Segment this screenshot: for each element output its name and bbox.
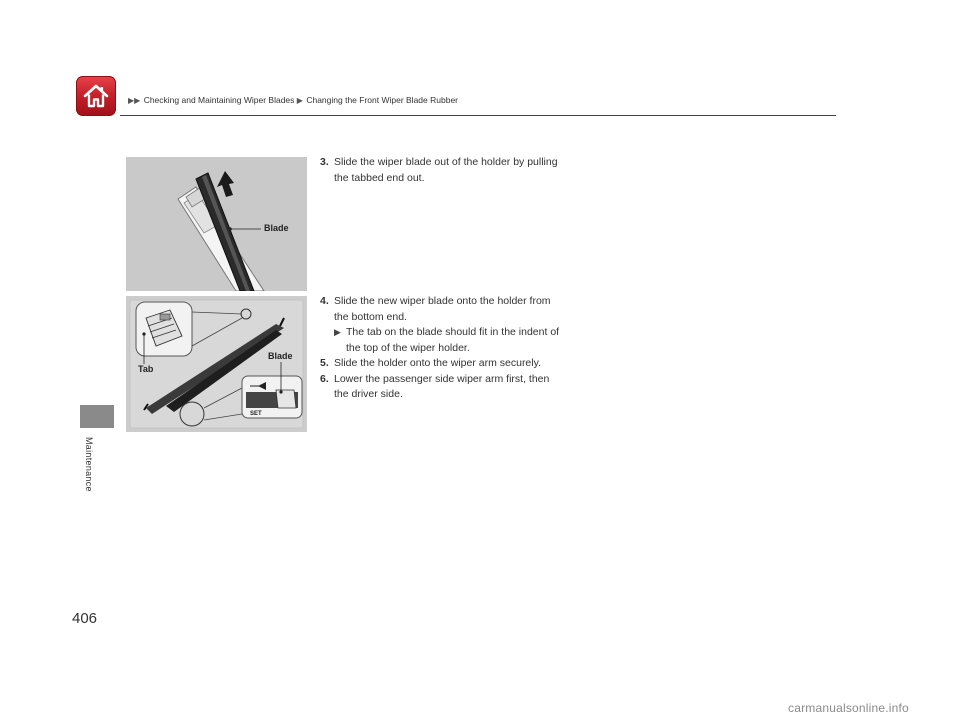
double-arrow-icon: ▶▶ [128, 96, 141, 105]
blade-label: Blade [268, 351, 293, 361]
note-text: The tab on the blade should fit in the indent of the top of the wiper holder. [346, 326, 560, 354]
step-list-upper [320, 155, 560, 186]
section-tab [80, 405, 114, 428]
figure-blade-install [126, 296, 307, 432]
page-number: 406 [72, 610, 98, 627]
blade-label: Blade [264, 223, 289, 233]
step-text: Slide the new wiper blade onto the holder from the bottom end. [334, 295, 551, 323]
header-divider [120, 115, 836, 116]
breadcrumb [128, 95, 458, 105]
triangle-right-icon: ▶ [334, 327, 341, 337]
step-list-lower [320, 294, 560, 403]
step-6 [320, 372, 560, 403]
step-number: 6. [320, 372, 329, 385]
step-number: 3. [320, 156, 329, 168]
set-marking: SET [250, 411, 262, 417]
home-button[interactable] [76, 76, 116, 116]
tab-label: Tab [138, 364, 154, 374]
figure-blade-removal [126, 157, 307, 291]
step-4-note [320, 325, 560, 356]
step-number: 5. [320, 357, 329, 369]
step-number: 4. [320, 295, 329, 307]
step-4 [320, 294, 560, 325]
home-icon [82, 82, 110, 110]
breadcrumb-item-blade-rubber[interactable]: Changing the Front Wiper Blade Rubber [306, 95, 458, 105]
arrow-icon: ▶ [296, 96, 303, 105]
watermark: carmanualsonline.info [788, 701, 909, 715]
section-label: Maintenance [84, 437, 94, 492]
step-text: Lower the passenger side wiper arm first, then the driver side. [334, 372, 550, 400]
breadcrumb-item-wiper-blades[interactable]: Checking and Maintaining Wiper Blades [143, 95, 295, 105]
step-text: Slide the holder onto the wiper arm securely. [334, 357, 541, 369]
step-3 [320, 155, 560, 186]
step-5 [320, 356, 560, 372]
step-text: Slide the wiper blade out of the holder by pulling the tabbed end out. [334, 156, 558, 184]
